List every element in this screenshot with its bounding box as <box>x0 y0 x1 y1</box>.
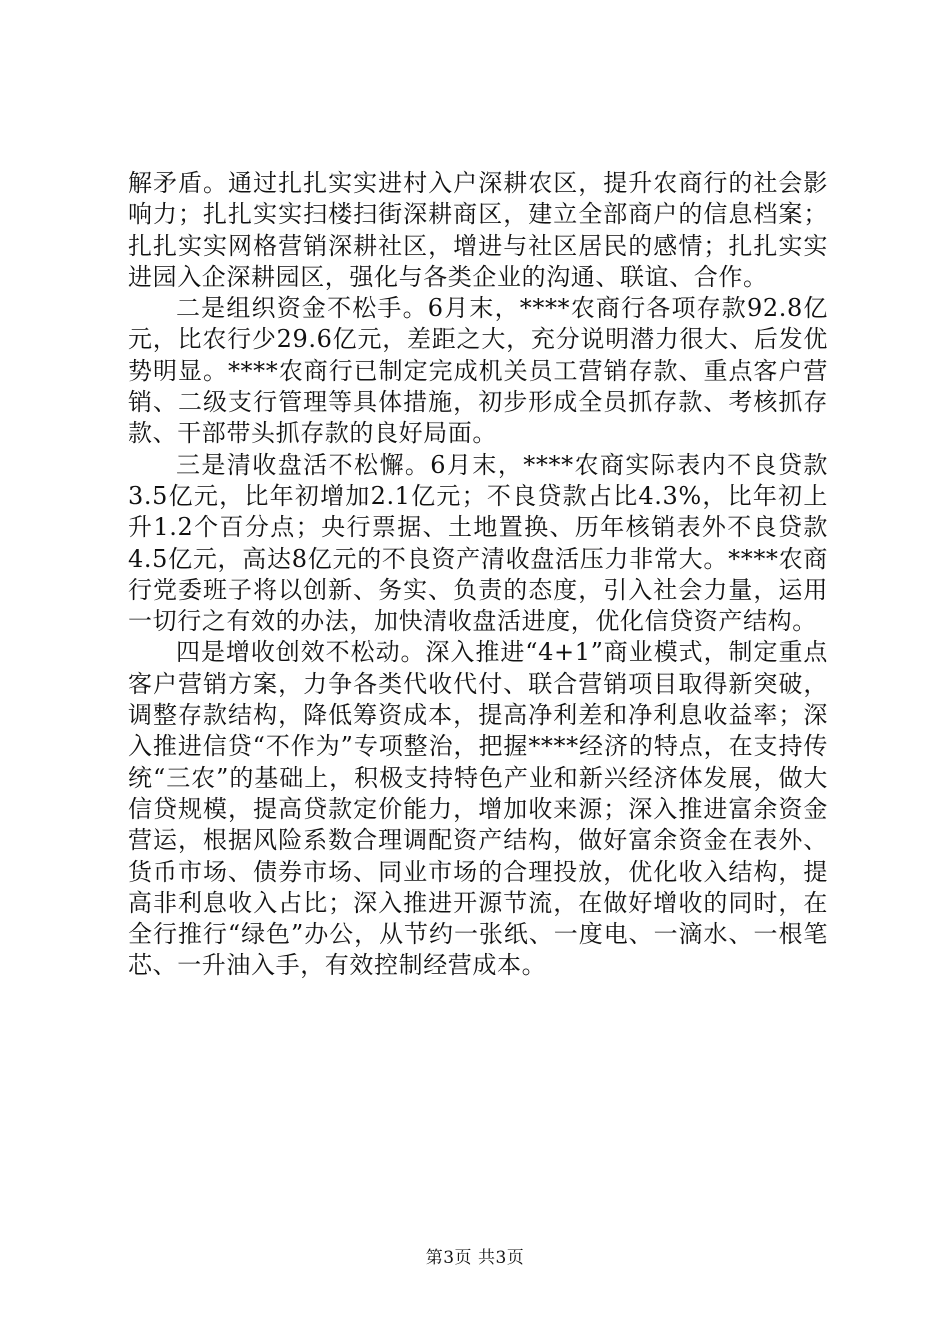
paragraph-funds: 二是组织资金不松手。6月末，****农商行各项存款92.8亿元，比农行少29.6亿元，差距之大，充分说明潜力很大、后发优势明显。****农商行已制定完成机关员工营销存款、重点客户营销、二级支行管理等具体措施，初步形成全员抓存款、考核抓存款、干部带头抓存款的良好局面。 <box>128 294 828 448</box>
paragraph-recovery: 三是清收盘活不松懈。6月末，****农商实际表内不良贷款3.5亿元，比年初增加2.1亿元；不良贷款占比4.3%，比年初上升1.2个百分点；央行票据、土地置换、历年核销表外不良贷款4.5亿元，高达8亿元的不良资产清收盘活压力非常大。****农商行党委班子将以创新、务实、负责的态度，引入社会力量，运用一切行之有效的办法，加快清收盘活进度，优化信贷资产结构。 <box>128 450 828 636</box>
document-body <box>128 168 828 982</box>
paragraph-revenue: 四是增收创效不松动。深入推进“4+1”商业模式，制定重点客户营销方案，力争各类代收代付、联合营销项目取得新突破，调整存款结构，降低筹资成本，提高净利差和净利息收益率；深入推进信贷“不作为”专项整治，把握****经济的特点，在支持传统“三农”的基础上，积极支持特色产业和新兴经济体发展，做大信贷规模，提高贷款定价能力，增加收来源；深入推进富余资金营运，根据风险系数合理调配资产结构，做好富余资金在表外、货币市场、债券市场、同业市场的合理投放，优化收入结构，提高非利息收入占比；深入推进开源节流，在做好增收的同时，在全行推行“绿色”办公，从节约一张纸、一度电、一滴水、一根笔芯、一升油入手，有效控制经营成本。 <box>128 638 828 980</box>
page-footer: 第3页 共3页 <box>425 1248 525 1268</box>
paragraph-continuation: 解矛盾。通过扎扎实实进村入户深耕农区，提升农商行的社会影响力；扎扎实实扫楼扫街深耕商区，建立全部商户的信息档案；扎扎实实网格营销深耕社区，增进与社区居民的感情；扎扎实实进园入企深耕园区，强化与各类企业的沟通、联谊、合作。 <box>128 169 828 291</box>
